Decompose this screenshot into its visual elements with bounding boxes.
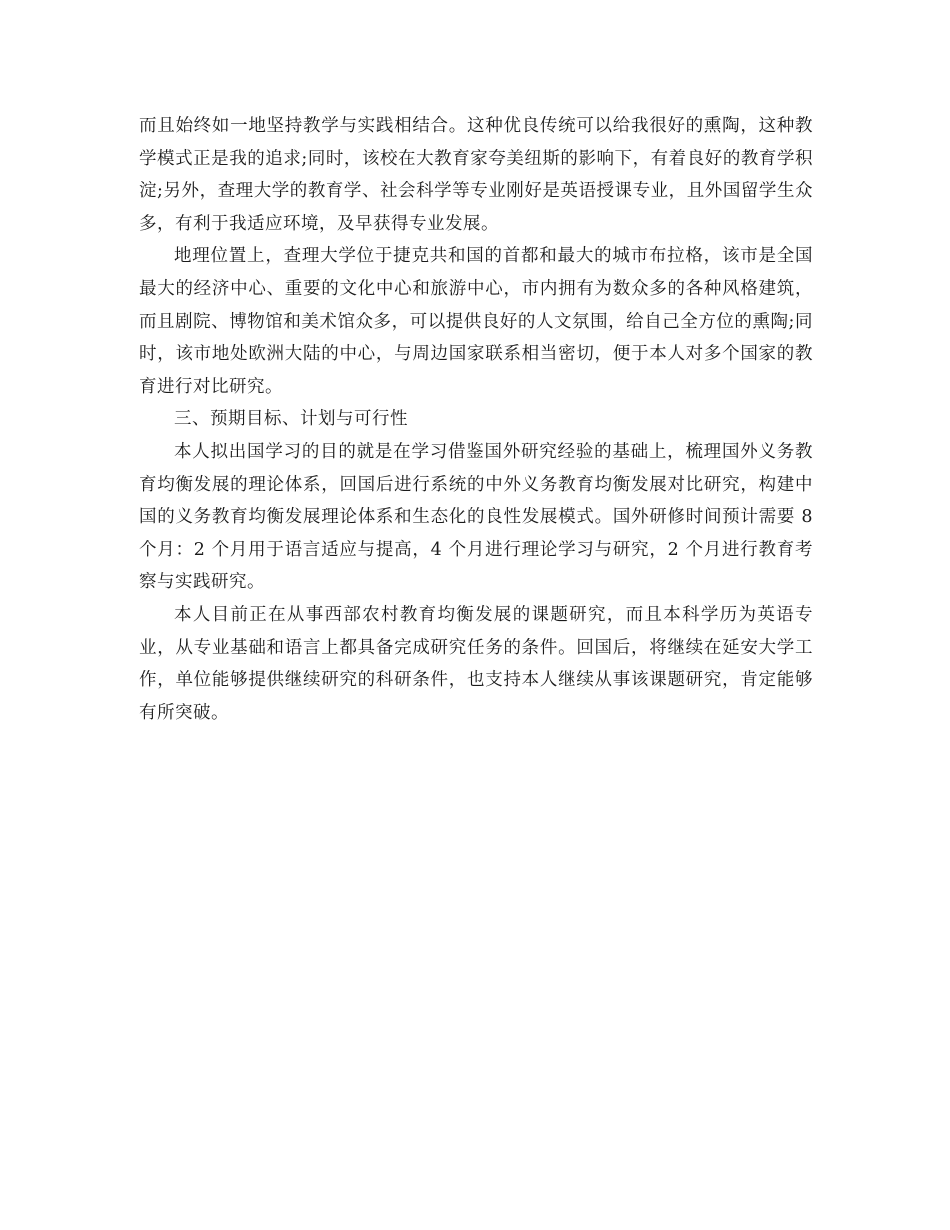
paragraph-continued: 而且始终如一地坚持教学与实践相结合。这种优良传统可以给我很好的熏陶，这种教学模式正是我的追求;同时，该校在大教育家夸美纽斯的影响下，有着良好的教育学积淀;另外，查理大学的教育学、社会科学等专业刚好是英语授课专业，且外国留学生众多，有利于我适应环境，及早获得专业发展。: [139, 116, 813, 234]
document-body: [139, 110, 813, 729]
paragraph-goals: 本人拟出国学习的目的就是在学习借鉴国外研究经验的基础上，梳理国外义务教育均衡发展的理论体系，回国后进行系统的中外义务教育均衡发展对比研究，构建中国的义务教育均衡发展理论体系和生态化的良性发展模式。国外研修时间预计需要 8 个月：2 个月用于语言适应与提高，4 个月进行理论学习与研究，2 个月进行教育考察与实践研究。: [139, 441, 813, 593]
paragraph-geography: 地理位置上，查理大学位于捷克共和国的首都和最大的城市布拉格，该市是全国最大的经济中心、重要的文化中心和旅游中心，市内拥有为数众多的各种风格建筑，而且剧院、博物馆和美术馆众多，可以提供良好的人文氛围，给自己全方位的熏陶;同时，该市地处欧洲大陆的中心，与周边国家联系相当密切，便于本人对多个国家的教育进行对比研究。: [139, 246, 813, 397]
section-heading: 三、预期目标、计划与可行性: [174, 409, 408, 430]
paragraph-feasibility: 本人目前正在从事西部农村教育均衡发展的课题研究，而且本科学历为英语专业，从专业基础和语言上都具备完成研究任务的条件。回国后，将继续在延安大学工作，单位能够提供继续研究的科研条件，也支持本人继续从事该课题研究，肯定能够有所突破。: [139, 604, 813, 723]
